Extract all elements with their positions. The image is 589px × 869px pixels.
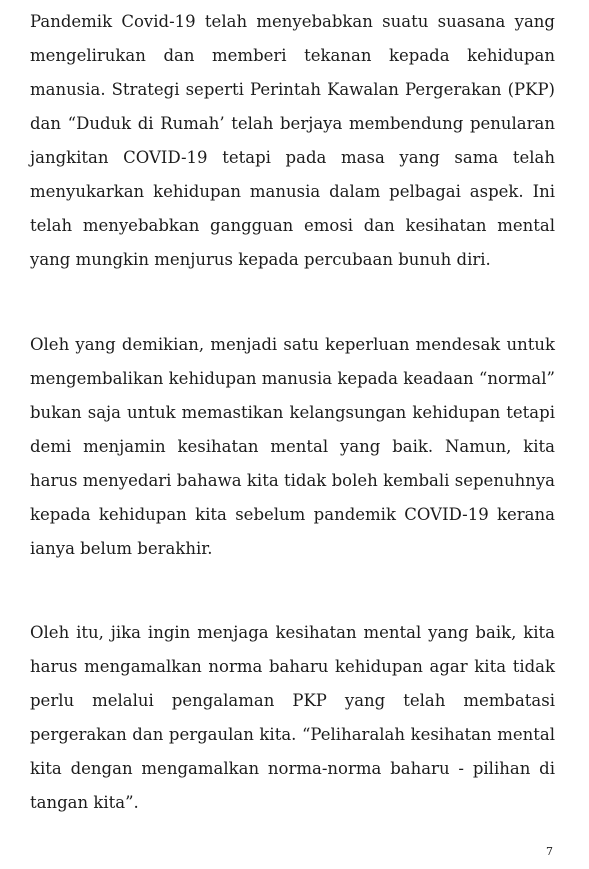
paragraph-1: Pandemik Covid-19 telah menyebabkan suatu suasana yang mengelirukan dan memberi tekanan kepada kehidupan manusia. Strategi seperti Perintah Kawalan Pergerakan (PKP) dan “Duduk di Rumah’ telah berjaya membendung penularan jangkitan COVID-19 tetapi pada masa yang sama telah menyukarkan kehidupan manusia dalam pelbagai aspek. Ini telah menyebabkan gangguan emosi dan kesihatan mental yang mungkin menjurus kepada percubaan bunuh diri. [30,12,555,269]
paragraph-3: Oleh itu, jika ingin menjaga kesihatan mental yang baik, kita harus mengamalkan norma baharu kehidupan agar kita tidak perlu melalui pengalaman PKP yang telah membatasi pergerakan dan pergaulan kita. “Peliharalah kesihatan mental kita dengan mengamalkan norma-norma baharu - pilihan di tangan kita”. [30,623,555,812]
page-number: 7 [546,845,553,858]
paragraph-2: Oleh yang demikian, menjadi satu keperluan mendesak untuk mengembalikan kehidupan manusia kepada keadaan “normal” bukan saja untuk memastikan kelangsungan kehidupan tetapi demi menjamin kesihatan mental yang baik. Namun, kita harus menyedari bahawa kita tidak boleh kembali sepenuhnya kepada kehidupan kita sebelum pandemik COVID-19 kerana ianya belum berakhir. [30,335,555,558]
